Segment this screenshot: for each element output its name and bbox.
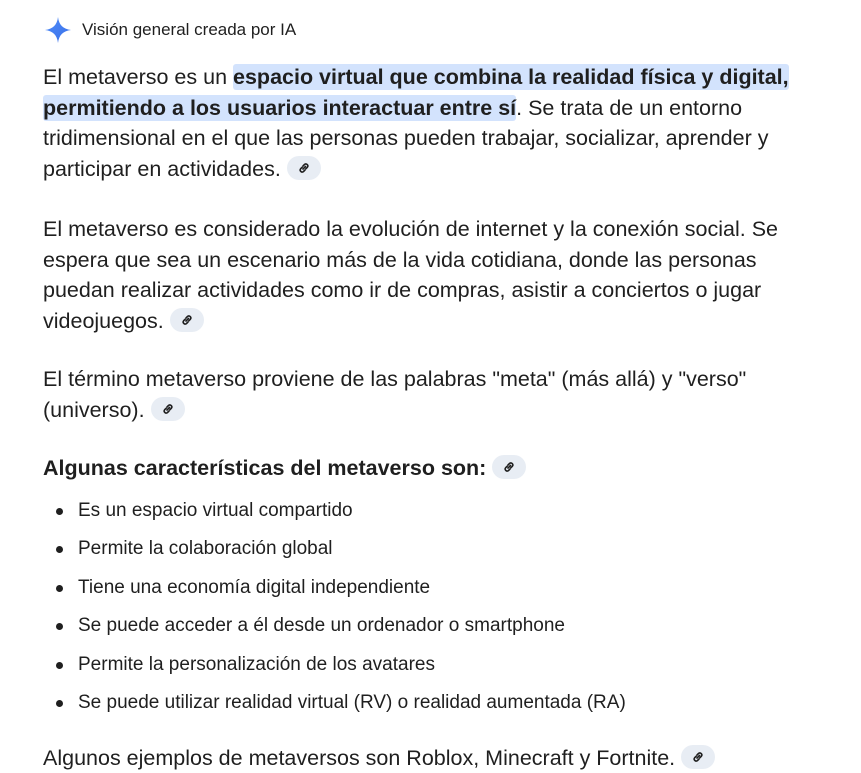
- paragraph-examples-text: Algunos ejemplos de metaversos son Roblox, Minecraft y Fortnite.: [43, 746, 675, 770]
- paragraph-definition-rest: . Se trata de un entorno tridimensional en el que las personas pueden trabajar, socializar, aprender y participar en actividades.: [43, 96, 768, 181]
- paragraph-etymology-text: El término metaverso proviene de las palabras "meta" (más allá) y "verso" (universo).: [43, 367, 746, 422]
- list-item: [43, 569, 823, 608]
- ai-overview-title: Visión general creada por IA: [82, 20, 296, 40]
- link-icon: [691, 750, 705, 764]
- source-link-button[interactable]: [170, 308, 204, 332]
- list-item-text: Se puede utilizar realidad virtual (RV) o realidad aumentada (RA): [78, 692, 626, 713]
- list-item-text: Permite la personalización de los avatares: [78, 654, 435, 675]
- features-heading-text: Algunas características del metaverso son:: [43, 456, 486, 480]
- ai-overview-content: [43, 62, 823, 773]
- link-icon: [502, 460, 516, 474]
- source-link-button[interactable]: [492, 455, 526, 479]
- bullet-icon: [56, 508, 63, 515]
- list-item-text: Se puede acceder a él desde un ordenador o smartphone: [78, 615, 565, 636]
- list-item: [43, 492, 823, 531]
- bullet-icon: [56, 700, 63, 707]
- bullet-icon: [56, 662, 63, 669]
- link-icon: [180, 313, 194, 327]
- paragraph-examples: [43, 743, 823, 773]
- source-link-button[interactable]: [151, 397, 185, 421]
- list-item: [43, 646, 823, 685]
- source-link-button[interactable]: [287, 156, 321, 180]
- features-heading: [43, 453, 823, 484]
- link-icon: [161, 402, 175, 416]
- features-list: [43, 492, 823, 723]
- list-item-text: Permite la colaboración global: [78, 538, 333, 559]
- ai-overview-header: [44, 15, 296, 45]
- gemini-sparkle-icon: [44, 16, 72, 44]
- paragraph-etymology: [43, 364, 823, 425]
- bullet-icon: [56, 585, 63, 592]
- paragraph-evolution-text: El metaverso es considerado la evolución de internet y la conexión social. Se espera que sea un escenario más de la vida cotidiana, donde las personas puedan realizar actividades como ir de compras, asistir a conciertos o jugar videojuegos.: [43, 217, 778, 333]
- list-item: [43, 607, 823, 646]
- link-icon: [297, 161, 311, 175]
- highlighted-text: espacio virtual que combina la realidad física y digital, permitiendo a los usuarios interactuar entre sí: [43, 64, 789, 121]
- paragraph-definition-intro: El metaverso es un: [43, 65, 233, 89]
- paragraph-evolution: [43, 214, 823, 336]
- list-item-text: Es un espacio virtual compartido: [78, 500, 353, 521]
- bullet-icon: [56, 623, 63, 630]
- source-link-button[interactable]: [681, 745, 715, 769]
- bullet-icon: [56, 546, 63, 553]
- list-item: [43, 684, 823, 723]
- paragraph-definition: [43, 62, 823, 184]
- list-item: [43, 530, 823, 569]
- list-item-text: Tiene una economía digital independiente: [78, 577, 430, 598]
